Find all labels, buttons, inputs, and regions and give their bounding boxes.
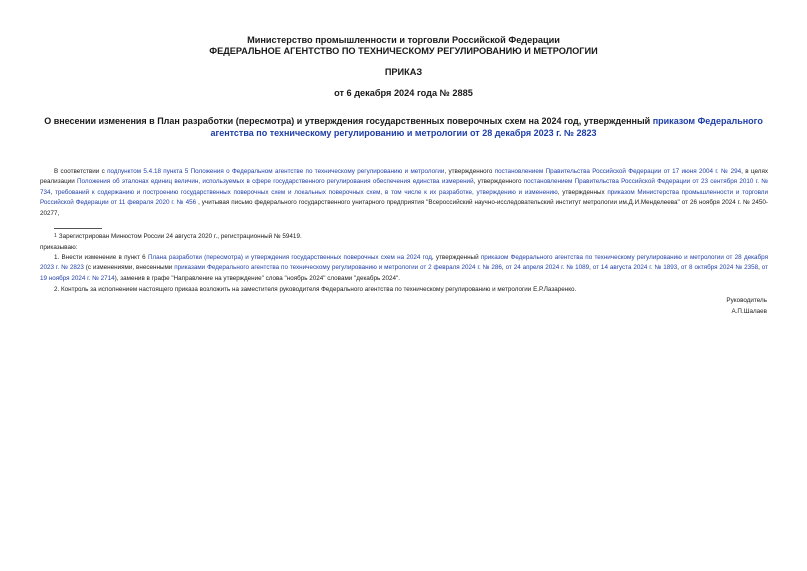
clause-1-text-5: , — [589, 264, 593, 272]
preamble-text-2: , утвержденного — [444, 168, 495, 175]
clause-1-text-7: , — [758, 264, 762, 272]
preamble-paragraph — [40, 167, 768, 219]
link-order-1089[interactable]: от 24 апреля 2024 г. № 1089 — [505, 264, 590, 272]
link-resolution-734[interactable]: постановлением Правительства Российской Федерации от 23 сентября 2010 г. № 734 — [40, 178, 768, 196]
title-order-link[interactable]: приказом Федерального агентства по техническому регулированию и метрологии от 28 декабря 2023 г. № 2823 — [210, 116, 763, 138]
link-order-2358[interactable]: от 8 октября 2024 № 2358 — [680, 264, 759, 272]
preamble-text-5: , — [50, 188, 55, 196]
preamble-text-1: В соответствии с — [54, 168, 108, 175]
link-order-456[interactable]: приказом Министерства промышленности и торговли Российской Федерации от 11 февраля 2020 г. № 456 — [40, 188, 769, 207]
clause-1-text-3: (с изменениями, внесенными — [83, 264, 175, 272]
link-order-2714[interactable]: от 19 ноября 2024 г. № 2714 — [40, 264, 769, 282]
preamble-text-6: , утвержденных — [557, 188, 608, 196]
clause-1-text-6: , — [677, 264, 681, 272]
clause-1-text-4: , — [501, 264, 506, 272]
preamble-text-3: , в целях реализации — [40, 168, 769, 186]
document-type: ПРИКАЗ — [384, 67, 423, 77]
clause-1-text-2: , утвержденный — [431, 254, 481, 261]
preamble-text-4: , утвержденного — [473, 178, 524, 186]
clause-1-text-8: ), заменив в графе "Направление на утверждение" слова "ноябрь 2024" словами "декабрь 2024". — [114, 274, 400, 282]
link-subparagraph-5-4-18[interactable]: подпунктом 5.4.18 пункта 5 Положения о Федеральном агентстве по техническому регулированию и метрологии — [107, 168, 445, 175]
link-standards-regulation[interactable]: Положения об эталонах единиц величин, используемых в сфере государственного регулирования обеспечения единства измерений — [77, 178, 474, 186]
signatory-name: А.П.Шалаев — [731, 308, 767, 315]
footnote-text: Зарегистрирован Минюстом России 24 августа 2020 г., регистрационный № 59419. — [58, 233, 302, 240]
document-date-number: от 6 декабря 2024 года № 2885 — [334, 88, 473, 98]
link-verification-scheme-requirements[interactable]: требований к содержанию и построению государственных поверочных схем и локальных поверочных схем, в том числе к их разработке, утверждению и изменению — [54, 188, 558, 196]
ministry-name: Министерство промышленности и торговли Российской Федерации — [247, 35, 560, 45]
footnote — [54, 232, 754, 241]
clause-2: 2. Контроль за исполнением настоящего приказа возложить на заместителя руководителя Федерального агентства по техническому регулированию и метрологии Е.Р.Лазаренко. — [54, 286, 577, 293]
signatory-role: Руководитель — [726, 297, 767, 304]
document-title — [44, 115, 763, 139]
link-plan-2024[interactable]: Плана разработки (пересмотра) и утверждения государственных поверочных схем на 2024 год — [147, 254, 432, 261]
clause-1-text-1: 1. Внести изменение в пункт 6 — [54, 254, 148, 261]
preamble-text-7: , учитывая письмо федерального государственного унитарного предприятия "Всероссийский научно-исследовательский институт метрологии им.Д.И.Менделеева" от 26 ноября 2024 г. № 2450-20277, — [40, 199, 768, 217]
link-order-286[interactable]: приказами Федерального агентства по техническому регулированию и метрологии от 2 февраля 2024 г. № 286 — [174, 264, 502, 272]
title-text: О внесении изменения в План разработки (пересмотра) и утверждения государственных поверочных схем на 2024 год, утвержденный — [44, 116, 653, 126]
decide-word: приказываю: — [40, 244, 78, 251]
agency-name: ФЕДЕРАЛЬНОЕ АГЕНТСТВО ПО ТЕХНИЧЕСКОМУ РЕГУЛИРОВАНИЮ И МЕТРОЛОГИИ — [209, 46, 598, 56]
footnote-mark: 1 — [54, 233, 57, 239]
link-order-2823[interactable]: приказом Федерального агентства по техническому регулированию и метрологии от 28 декабря 2023 г. № 2823 — [40, 254, 768, 272]
link-resolution-294[interactable]: постановлением Правительства Российской Федерации от 17 июня 2004 г. № 294 — [494, 168, 742, 175]
link-order-1893[interactable]: от 14 августа 2024 г. № 1893 — [592, 264, 678, 272]
clause-1 — [40, 253, 768, 284]
footnote-divider — [54, 228, 102, 229]
